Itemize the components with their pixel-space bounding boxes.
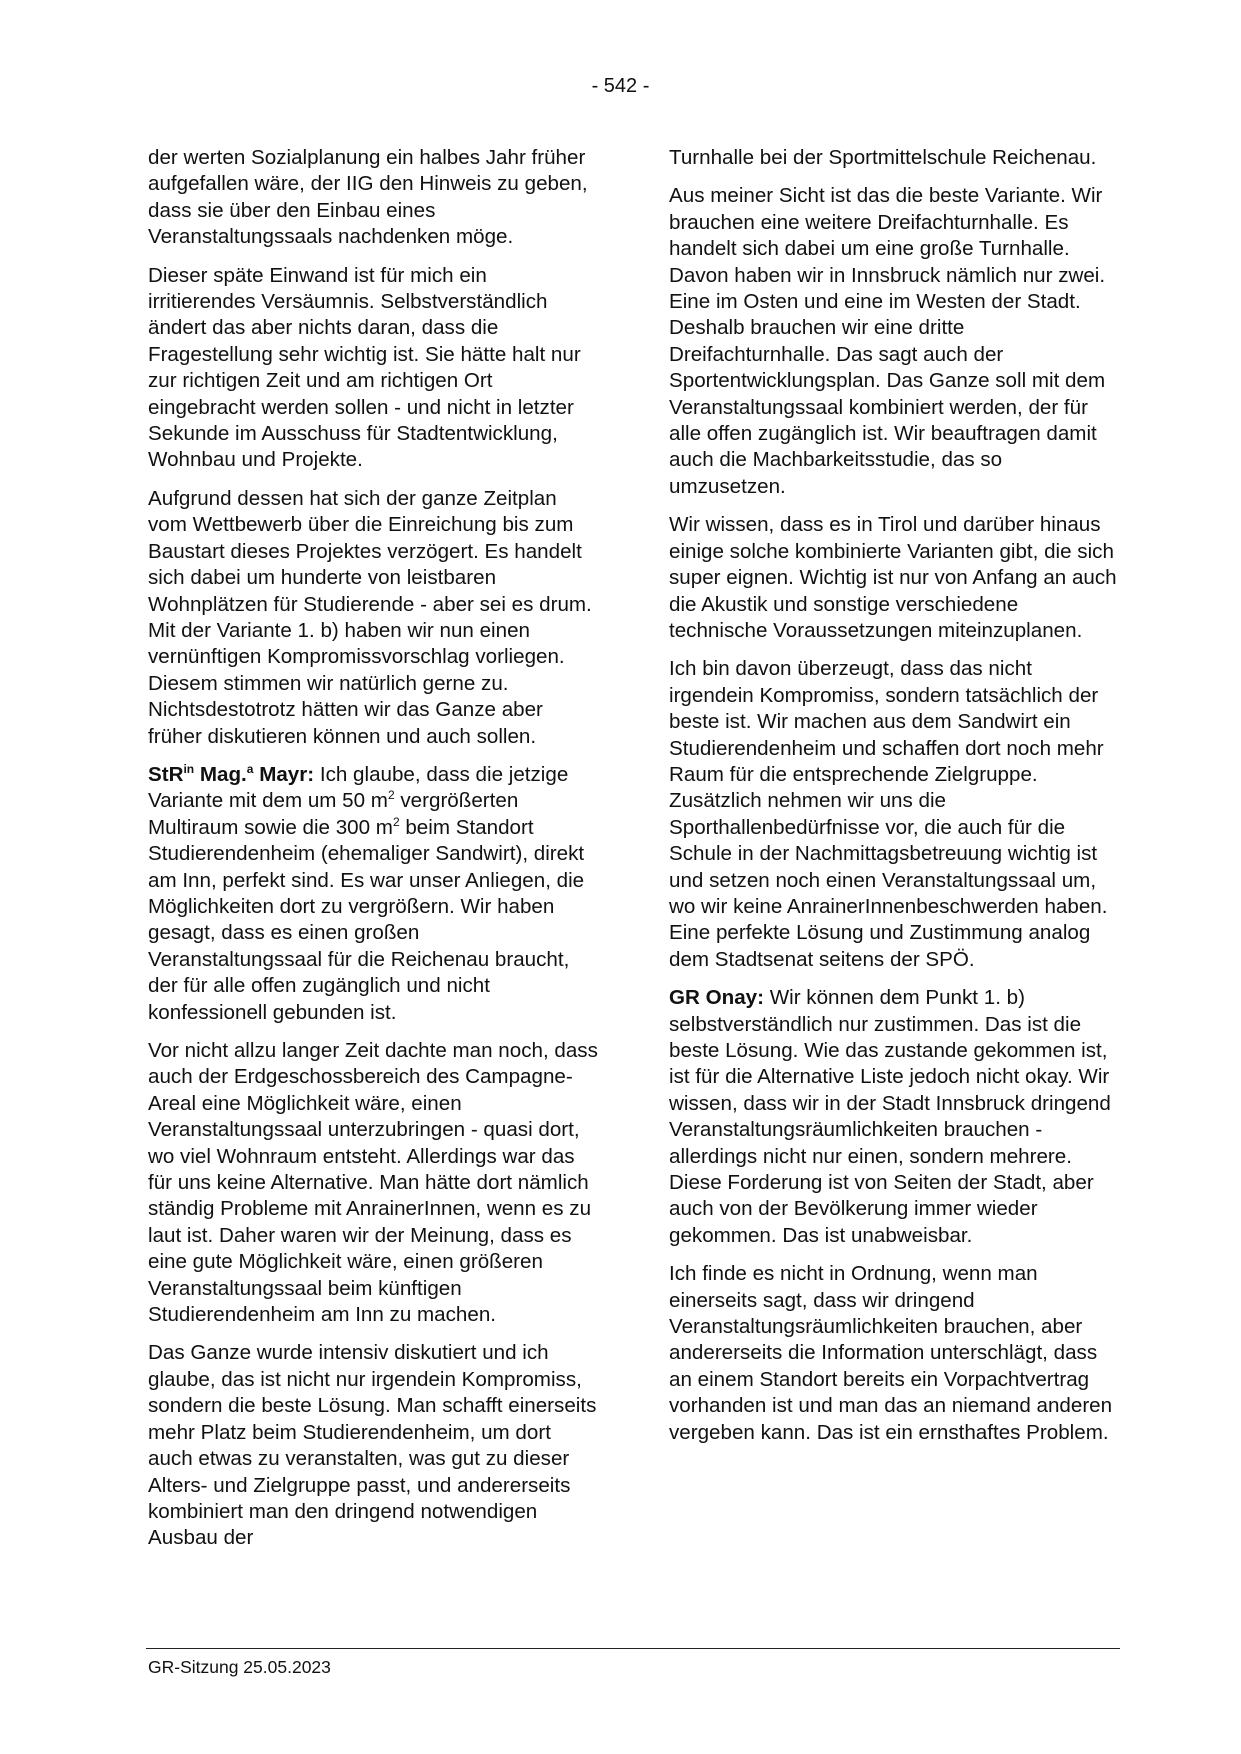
- paragraph: Vor nicht allzu langer Zeit dachte man noch, dass auch der Erdgeschossbereich des Campagne-Areal eine Möglichkeit wäre, einen Veranstaltungssaal unterzubringen - quasi dort, wo viel Wohnraum entsteht. Allerdings war das für uns keine Alternative. Man hätte dort nämlich ständig Probleme mit AnrainerInnen, wenn es zu laut ist. Daher waren wir der Meinung, dass es eine gute Möglichkeit wäre, einen größeren Veranstaltungssaal beim künftigen Studierendenheim am Inn zu machen.: [148, 1039, 598, 1327]
- paragraph: Das Ganze wurde intensiv diskutiert und ich glaube, das ist nicht nur irgendein Kompromiss, sondern die beste Lösung. Man schafft einerseits mehr Platz beim Studierendenheim, um dort auch etwas zu veranstalten, was gut zu dieser Alters- und Zielgruppe passt, und andererseits kombiniert man den dringend notwendigen Ausbau der: [148, 1341, 597, 1550]
- speaker-paragraph-mayr: StR$^{in}$ Mag.$^a$ Mayr: Ich glaube, dass die jetzige Variante mit dem um 50 $m^2$ vergrößerten Multiraum sowie die 300 $m^2$ beim Standort Studierendenheim (ehemaliger Sandwirt), direkt am Inn, perfekt sind. Es war unser Anliegen, die Möglichkeiten dort zu vergrößern. Wir haben gesagt, dass es einen großen Veranstaltungssaal für die Reichenau braucht, der für alle offen zugänglich und nicht konfessionell gebunden ist.: [148, 762, 585, 1024]
- paragraph: der werten Sozialplanung ein halbes Jahr früher aufgefallen wäre, der IIG den Hinweis zu geben, dass sie über den Einbau eines Veranstaltungssaals nachdenken möge.: [148, 146, 588, 249]
- paragraph: Turnhalle bei der Sportmittelschule Reichenau.: [669, 146, 1097, 169]
- paragraph: Wir wissen, dass es in Tirol und darüber hinaus einige solche kombinierte Varianten gibt, die sich super eignen. Wichtig ist nur von Anfang an auch die Akustik und sonstige verschiedene technische Voraussetzungen miteinzuplanen.: [669, 513, 1117, 642]
- left-column: [148, 145, 598, 1564]
- paragraph: Ich finde es nicht in Ordnung, wenn man einerseits sagt, dass wir dringend Veranstaltungsräumlichkeiten brauchen, aber andererseits die Information unterschlägt, dass an einem Standort bereits ein Vorpachtvertrag vorhanden ist und man das an niemand anderen vergeben kann. Das ist ein ernsthaftes Problem.: [669, 1262, 1113, 1444]
- paragraph: Aus meiner Sicht ist das die beste Variante. Wir brauchen eine weitere Dreifachturnhalle. Es handelt sich dabei um eine große Turnhalle. Davon haben wir in Innsbruck nämlich nur zwei. Eine im Osten und eine im Westen der Stadt. Deshalb brauchen wir eine dritte Dreifachturnhalle. Das sagt auch der Sportentwicklungsplan. Das Ganze soll mit dem Veranstaltungssaal kombiniert werden, der für alle offen zugänglich ist. Wir beauftragen damit auch die Machbarkeitsstudie, das so umzusetzen.: [669, 184, 1106, 498]
- page-number: - 542 -: [591, 75, 650, 97]
- speaker-name: GR Onay:: [669, 986, 764, 1010]
- paragraph: Dieser späte Einwand ist für mich ein irritierendes Versäumnis. Selbstverständlich ändert das aber nichts daran, dass die Fragestellung sehr wichtig ist. Sie hätte halt nur zur richtigen Zeit und am richtigen Ort eingebracht werden sollen - und nicht in letzter Sekunde im Ausschuss für Stadtentwicklung, Wohnbau und Projekte.: [148, 263, 581, 472]
- speaker-name: StR$^{in}$ Mag.$^a$ Mayr:: [148, 762, 315, 786]
- right-column: [669, 145, 1119, 1458]
- paragraph: Ich bin davon überzeugt, dass das nicht irgendein Kompromiss, sondern tatsächlich der beste ist. Wir machen aus dem Sandwirt ein Studierendenheim und schaffen dort noch mehr Raum für die entsprechende Zielgruppe. Zusätzlich nehmen wir uns die Sporthallenbedürfnisse vor, die auch für die Schule in der Nachmittagsbetreuung wichtig ist und setzen noch einen Veranstaltungssaal um, wo wir keine AnrainerInnenbeschwerden haben. Eine perfekte Lösung und Zustimmung analog dem Stadtsenat seitens der SPÖ.: [669, 657, 1108, 971]
- footer-session-date: GR-Sitzung 25.05.2023: [148, 1657, 331, 1677]
- speaker-paragraph-onay: GR Onay: Wir können dem Punkt 1. b) selbstverständlich nur zustimmen. Das ist die beste Lösung. Wie das zustande gekommen ist, ist für die Alternative Liste jedoch nicht okay. Wir wissen, dass wir in der Stadt Innsbruck dringend Veranstaltungsräumlichkeiten brauchen - allerdings nicht nur einen, sondern mehrere. Diese Forderung ist von Seiten der Stadt, aber auch von der Bevölkerung immer wieder gekommen. Das ist unabweisbar.: [669, 986, 1111, 1247]
- footer-divider: [146, 1648, 1120, 1649]
- paragraph: Aufgrund dessen hat sich der ganze Zeitplan vom Wettbewerb über die Einreichung bis zum Baustart dieses Projektes verzögert. Es handelt sich dabei um hunderte von leistbaren Wohnplätzen für Studierende - aber sei es drum. Mit der Variante 1. b) haben wir nun einen vernünftigen Kompromissvorschlag vorliegen. Diesem stimmen wir natürlich gerne zu. Nichtsdestotrotz hätten wir das Ganze aber früher diskutieren können und auch sollen.: [148, 486, 592, 748]
